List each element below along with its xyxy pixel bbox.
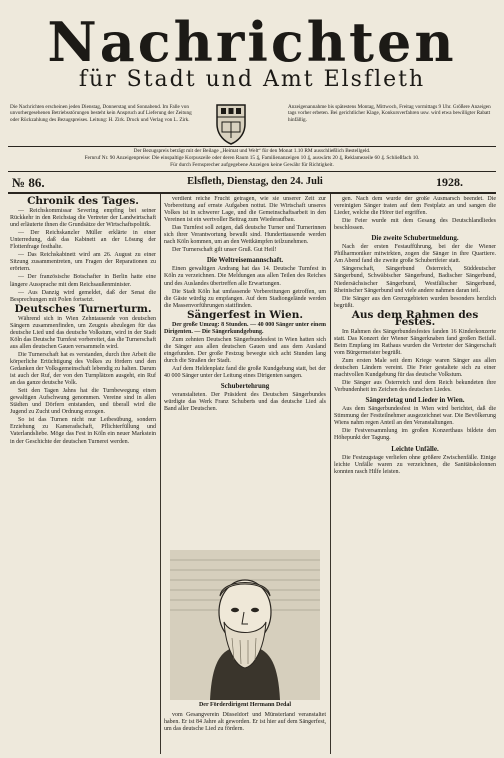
paragraph: Die Stadt Köln hat umfassende Vorbereitungen getroffen, um die Gäste würdig zu empfangen. Auf dem Stadiongelände werden die Massenvorführungen stattfinden. — [164, 288, 326, 309]
paragraph: Sängerschaft, Sängerbund Österreich, Süddeutscher Sängerbund, Schwäbischer Sängerbund, Badischer Sängerbund, Niedersächsischer Sängerbund, Westfälischer Sängerbund, Rheinischer Sängerbund und viele andere nahmen daran teil. — [334, 266, 496, 294]
column-rule — [160, 194, 161, 754]
paragraph: Das Turnfest soll zeigen, daß deutsche Turner und Turnerinnen sich ihrer Verantwortung bewußt sind. Hunderttausende werden nach Köln kommen, um an den Wettkämpfen teilzunehmen. — [164, 225, 326, 246]
advert-prices: Fernruf Nr. 90 Anzeigenpreise: Die einspaltige Korpuszeile oder deren Raum 15 ₰, Familienanzeigen 10 ₰, auswärts 20 ₰, Reklamezeile 60 ₰. Schließfach 10. — [84, 155, 420, 161]
column-rule — [330, 194, 331, 754]
paragraph: Einen gewaltigen Andrang hat das 14. Deutsche Turnfest in Köln zu verzeichnen. Die Meldungen aus allen Teilen des Reiches und des Auslandes übertreffen alle Erwartungen. — [164, 266, 326, 287]
paragraph: — Aus Danzig wird gemeldet, daß der Senat die Besprechungen mit Polen fortsetzt. — [10, 289, 156, 303]
column-2 — [164, 196, 326, 546]
paragraph: Nach der ersten Festaufführung, bei der die Wiener Philharmoniker mitwirkten, zogen die Sänger in ihre Quartiere. Am Abend fand die zweite große Schubertfeier statt. — [334, 244, 496, 265]
paragraph: Aus dem Sängerbundesfest in Wien wird berichtet, daß die Stimmung der Festteilnehmer ausgezeichnet war. Die Bevölkerung Wiens nahm regen Anteil an den Veranstaltungen. — [334, 406, 496, 427]
paragraph: Seit den Tagen Jahns hat die Turnbewegung einen gewaltigen Aufschwung genommen. Vereine sind in allen Städten und Dörfern entstanden, und überall wird die Jugend zu Zucht und Ordnung erzogen. — [10, 388, 156, 416]
phone-disclaimer: Für durch Fernsprecher aufgegebene Anzeigen keine Gewähr für Richtigkeit. — [170, 162, 334, 168]
paragraph: Die Turnerschaft hat es verstanden, durch ihre Arbeit die körperliche Ertüchtigung des Volkes zu fördern und den Gedanken der Volksgemeinschaft lebendig zu halten. Darum ist auch der Ruf, der von den Turnplätzen ausgeht, ein Ruf an das ganze deutsche Volk. — [10, 351, 156, 387]
subsection-heading: Sängerdetag und Lieder in Wien. — [365, 396, 465, 405]
issue-year: 1928. — [436, 175, 463, 189]
paragraph: Die Sänger aus den Grenzgebieten wurden besonders herzlich begrüßt. — [334, 295, 496, 309]
paragraph: Zum ersten Male seit dem Kriege waren Sänger aus allen deutschen Ländern vereint. Die Feier gestaltete sich zu einer machtvollen Kundgebung für das deutsche Volkstum. — [334, 357, 496, 379]
paragraph: — Das Reichskabinett wird am 26. August zu einer Sitzung zusammentreten, um Fragen der Reparationen zu erörtern. — [10, 252, 156, 273]
divider — [8, 146, 496, 147]
section-heading: Chronik des Tages. — [27, 196, 139, 207]
paragraph: Die Feier wurde mit dem Gesang des Deutschlandliedes beschlossen. — [334, 218, 496, 232]
paragraph: gen. Nach dem wurde der große Ausmarsch beendet. Die vereinigten Sänger traten auf dem Festplatz an und sangen die Lieder, welche die Hörer tief ergriffen. — [334, 196, 496, 217]
issue-place-date: Elsfleth, Dienstag, den 24. Juli — [187, 176, 323, 187]
article-heading: Sängerfest in Wien. — [186, 308, 304, 321]
article-heading: Deutsches Turnerturm. — [14, 302, 152, 315]
masthead-subtitle: für Stadt und Amt Elsfleth — [78, 67, 426, 92]
paragraph: Zum zehnten Deutschen Sängerbundesfest in Wien hatten sich die Sänger aus allen deutschen Gauen und aus dem Ausland eingefunden. Der große Festzug bewegte sich acht Stunden lang durch die Straßen der Stadt. — [164, 336, 326, 364]
subsection-heading: Die Weltreisemannschaft. — [206, 256, 284, 265]
article-heading: Aus dem Rahmen des Festes. — [351, 308, 479, 328]
paragraph: Die Festzugstage verliefen ohne größere Zwischenfälle. Einige leichte Unfälle waren zu verzeichnen, die Sanitätskolonnen konnten rasch Hilfe leisten. — [334, 454, 496, 475]
divider — [8, 171, 496, 172]
portrait-caption: Der Förderdirigent Hermann Dedal — [198, 702, 292, 708]
paragraph: Die Sänger aus Österreich und dem Reich bekundeten ihre Verbundenheit im Zeichen des deutschen Liedes. — [334, 380, 496, 394]
article-lead: Der große Umzug: 8 Stunden. — 40 000 Sänger unter einem Dirigenten. — Die Sängerkundgebung. — [164, 321, 326, 335]
subsection-heading: Die zweite Schubertmeldung. — [371, 234, 459, 243]
column-1 — [10, 196, 156, 752]
paragraph: Die Festversammlung im großen Konzerthaus bildete den Höhepunkt der Tagung. — [334, 428, 496, 442]
column-2-continued — [164, 712, 326, 754]
masthead-title: Nachrichten — [47, 10, 457, 74]
paragraph: Während sich in Wien Zehntausende von deutschen Sängern zusammenfinden, um Zeugnis abzulegen für das deutsche Lied und das deutsche Volkstum, wird in der Stadt Köln das Deutsche Turnfest vorbereitet, das die Turnerschaft aus allen deutschen Gauen versammeln wird. — [10, 315, 156, 350]
paragraph: — Der Reichskanzler Müller erklärte in einer Unterredung, daß das Kabinett an der Lösung der Flottenfrage festhalte. — [10, 230, 156, 251]
paragraph: Der Turnerschaft gilt unser Gruß. Gut Heil! — [172, 247, 277, 254]
publication-notice: Die Nachrichten erscheinen jeden Dienstag, Donnerstag und Sonnabend. Im Falle von unvorhergesehenen Betriebsstörungen besteht kein Anspruch auf Lieferung der Zeitung oder Rückzahlung des Bezugspreises. Leitung: H. Zirk. Druck und Verlag von L. Zirk. — [10, 104, 192, 123]
paragraph: vom Gesangverein Düsseldorf und Münsterland veranstaltet haben. Er ist 84 Jahre alt geworden. Er ist hier auf dem Sängerfest, um das deutsche Lied zu fördern. — [164, 712, 326, 733]
column-3 — [334, 196, 496, 752]
paragraph: Auf dem Heldenplatz fand die große Kundgebung statt, bei der 40 000 Sänger unter der Leitung eines Dirigenten sangen. — [164, 366, 326, 380]
portrait-engraving-icon — [170, 550, 320, 700]
subsection-heading: Schubertehrung — [220, 382, 270, 391]
divider — [8, 192, 496, 194]
subscription-price: Der Bezugspreis beträgt mit der Beilage „Heimat und Welt“ für den Monat 1.10 RM ausschließlich Bestellgeld. — [133, 148, 371, 154]
paragraph: — Reichskommissar Severing empfing bei seiner Rückkehr in den Reichstag die Vertreter der Landwirtschaft und erläuterte ihnen die Grundsätze der Wirtschaftspolitik. — [10, 208, 156, 229]
coat-of-arms-icon — [214, 102, 248, 146]
issue-number: № 86. — [12, 175, 45, 190]
paragraph: — Der französische Botschafter in Berlin hatte eine längere Aussprache mit dem Reichsaußenminister. — [10, 274, 156, 288]
paragraph: veranstalteten. Der Präsident des Deutschen Sängerbundes würdigte das Werk Franz Schuberts und das deutsche Lied als Band aller Deutschen. — [164, 392, 326, 413]
paragraph: So ist das Turnen nicht nur Leibesübung, sondern Erziehung zu Kameradschaft, Pflichterfüllung und Vaterlandsliebe. Möge das Fest in Köln ein neuer Markstein in der Geschichte der deutschen Turnerei werden. — [10, 417, 156, 445]
subsection-heading: Leichte Unfälle. — [391, 444, 439, 453]
paragraph: Im Rahmen des Sängerbundesfestes fanden 16 Kinderkonzerte statt. Das Konzert der Wiener Sängerknaben fand großen Beifall. Beim Empfang im Rathaus wurden die Vertreter der Sängerschaft vom Bürgermeister begrüßt. — [334, 328, 496, 356]
paragraph: verdient reiche Frucht getragen, wie sie unserer Zeit zur Vorbereitung auf ernste Aufgaben nottut. Die Wirtschaft unseres Volkes ist in schwerer Lage, und die Gemeinschaftsarbeit in den Vereinen ist ein wertvoller Beitrag zum Wiederaufbau. — [164, 196, 326, 224]
advertising-notice: Anzeigenannahme bis spätestens Montag, Mittwoch, Freitag vormittags 9 Uhr. Größere Anzeigen tags vorher erbeten. Bei gerichtlicher Klage, Konkursverfahren usw. wird etwa bewilligter Rabatt hinfällig. — [288, 104, 491, 123]
